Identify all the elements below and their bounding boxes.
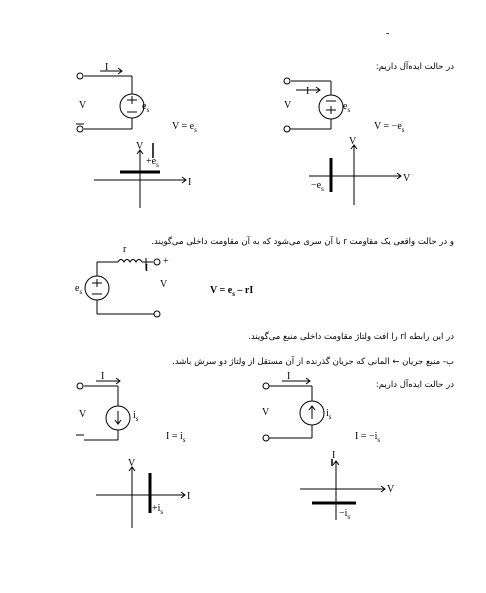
equation-i-is: $I = i_s$ bbox=[166, 431, 186, 444]
plot-axis-v: V bbox=[136, 141, 144, 152]
current-source-definition: ب- منبع جریان ← المانی که جریان گذرنده از آن مستقل از ولتاژ دو سرش باشد. bbox=[172, 357, 454, 367]
plot-v-vs-i-current-left bbox=[96, 467, 185, 528]
plot-axis-v: V bbox=[128, 458, 136, 469]
resistor-label: r bbox=[123, 244, 127, 255]
plot-v-vs-i-left bbox=[94, 150, 186, 208]
current-label: I bbox=[101, 371, 105, 382]
source-label: $i_s$ bbox=[326, 408, 332, 421]
voltage-label: V bbox=[160, 279, 168, 290]
real-voltage-source-circuit bbox=[85, 258, 160, 317]
voltage-label: V bbox=[284, 100, 292, 111]
source-label: $e_s$ bbox=[343, 101, 351, 114]
source-label: $e_s$ bbox=[75, 283, 83, 296]
plot-axis-i: I bbox=[332, 450, 336, 461]
voltage-label: V bbox=[79, 100, 87, 111]
source-label: $e_s$ bbox=[142, 101, 150, 114]
voltage-label: V bbox=[79, 409, 87, 420]
equation-real-source: $V = e_s$ – rI bbox=[210, 285, 254, 298]
current-label: I bbox=[306, 86, 310, 97]
page-mark: - bbox=[386, 28, 390, 39]
plus-terminal-label: + bbox=[163, 256, 169, 267]
equation-i-minus-is: $I = -i_s$ bbox=[355, 431, 381, 444]
equation-v-es: $V = e_s$ bbox=[172, 121, 197, 134]
plot-label-plus-is: $+i_s$ bbox=[152, 503, 164, 516]
plot-axis-x-v: V bbox=[403, 173, 411, 184]
plot-i-vs-v-right bbox=[309, 145, 401, 205]
equation-v-minus-es: $V = -e_s$ bbox=[374, 121, 405, 134]
plot-label-minus-es: $-e_s$ bbox=[311, 180, 324, 193]
plot-axis-v: V bbox=[349, 136, 357, 147]
ideal-current-heading: در حالت ایده‌آل داریم: bbox=[375, 380, 454, 390]
current-label: I bbox=[287, 371, 291, 382]
ideal-voltage-heading: در حالت ایده‌آل داریم: bbox=[375, 62, 454, 72]
current-label: I bbox=[105, 62, 109, 73]
plot-axis-v: V bbox=[387, 484, 395, 495]
current-label: I bbox=[145, 263, 149, 274]
plot-label-minus-is: $-i_s$ bbox=[339, 508, 351, 521]
source-label: $i_s$ bbox=[133, 410, 139, 423]
ideal-current-source-circuit-right bbox=[263, 378, 324, 441]
real-source-heading: و در حالت واقعی یک مقاومت r با آن سری می‌شود که به آن مقاومت داخلی می‌گویند. bbox=[151, 237, 454, 247]
plot-axis-i: I bbox=[187, 491, 191, 502]
plot-label-plus-es: $+e_s$ bbox=[146, 156, 159, 169]
internal-resistance-note: در این رابطه rI را افت ولتاژ مقاومت داخلی منبع می‌گویند. bbox=[248, 332, 454, 342]
voltage-label: V bbox=[262, 407, 270, 418]
ideal-voltage-source-circuit-left bbox=[77, 68, 144, 132]
ideal-voltage-source-circuit-right bbox=[284, 78, 343, 132]
plot-axis-i: I bbox=[188, 177, 192, 188]
